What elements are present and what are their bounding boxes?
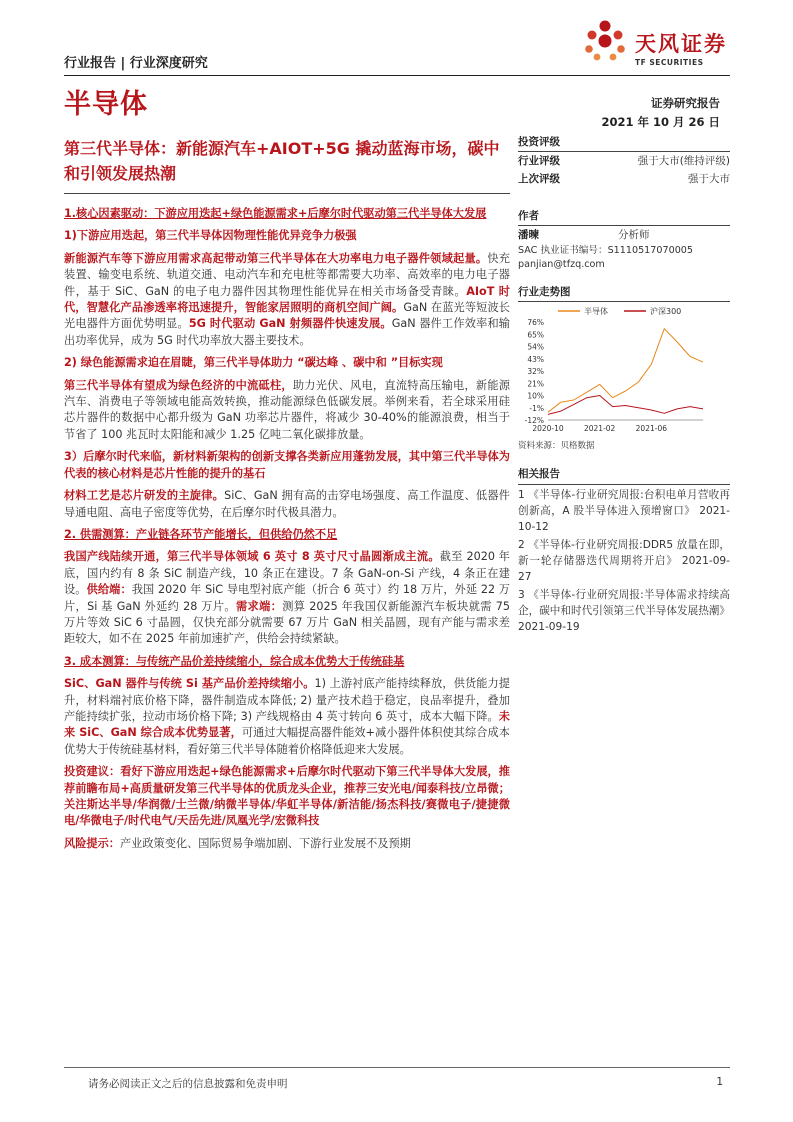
chart-source: 资料来源：贝格数据 [518, 441, 595, 451]
x-tick-label: 2020-10 [532, 424, 564, 433]
risk-warning [64, 836, 510, 852]
paragraph-5 [64, 676, 510, 758]
p4-bold-3: 需求端： [235, 599, 283, 613]
sac-cert: SAC 执业证书编号：S1110517070005 [518, 245, 694, 256]
report-category: 行业报告 | 行业深度研究 [64, 56, 208, 71]
p1-text-1: 快充装置、输变电系统、轨道交通、电动汽车和充电桩等都需要大功率、高效率的电力电子器件，基于 SiC、GaN 的电子电力器件因其物理性能优异在相关市场备受青睐。 [64, 251, 510, 298]
p2-bold: 第三代半导体有望成为绿色经济的中流砥柱， [64, 378, 293, 392]
y-tick-label: -1% [529, 403, 544, 413]
p5-bold-1: SiC、GaN 器件与传统 Si 基产品价差持续缩小。 [64, 677, 315, 691]
logo-name-en: TF SECURITIES [635, 58, 704, 67]
p5-bold-2: 未来 SiC、GaN 综合成本优势显著， [64, 709, 510, 740]
last-rating-value: 强于大市 [688, 173, 730, 185]
paragraph-2 [64, 378, 510, 444]
industry-rating-row [518, 152, 730, 170]
p4-bold-1: 我国产线陆续开通，第三代半导体领域 6 英寸 8 英寸尺寸晶圆渐成主流。 [64, 550, 440, 564]
related-report-item[interactable]: 3 《半导体-行业研究周报:半导体需求持续高企，碳中和时代引领第三代半导体发展热潮》 2021-09-19 [518, 589, 730, 633]
analyst-row [518, 226, 730, 244]
report-title: 第三代半导体：新能源汽车+AIOT+5G 撬动蓝海市场，碳中和引领发展热潮 [64, 139, 500, 183]
y-tick-label: 76% [527, 318, 544, 327]
last-rating-row [518, 170, 730, 188]
report-date: 2021 年 10 月 26 日 [601, 115, 720, 129]
x-tick-label: 2021-02 [583, 424, 616, 433]
sidebar [518, 134, 730, 272]
section-3-heading: 3. 成本测算：与传统产品价差持续缩小，综合成本优势大于传统硅基 [64, 654, 405, 668]
p4-bold-2: 供给端： [86, 583, 132, 597]
analyst-name: 潘暕 [518, 229, 539, 241]
paragraph-1 [64, 251, 510, 349]
industry-rating-label: 行业评级 [518, 155, 560, 167]
related-heading: 相关报告 [518, 466, 730, 485]
p5-text-2: 可通过大幅提高器件能效+减小器件体积使其综合成本优势大于传统硅基材料，看好第三代半导体随着价格降低迎来大发展。 [64, 726, 510, 756]
footer-divider [64, 1067, 730, 1068]
author-heading: 作者 [518, 208, 730, 226]
risk-text: 产业政策变化、国际贸易争端加剧、下游行业发展不及预期 [119, 836, 411, 850]
p4-text-1: 截至 2020 年底，国内约有 8 条 SiC 制造产线，10 条正在建设。7 条 GaN-on-Si 产线，4 条正在建设。 [64, 550, 510, 597]
section-1-2-heading: 2) 绿色能源需求迫在眉睫，第三代半导体助力 “碳达峰 、碳中和 ”目标实现 [64, 356, 443, 370]
p2-text: 助力光伏、风电，直流特高压输电，新能源汽车、消费电子等领域电能高效转换，推动能源绿色低碳发展。举例来看，若全球采用硅芯片器件的数据中心都升级为 GaN 功率芯片器件，将减少 30-40%的能源浪费，相当于节省了 100 兆瓦时太阳能和减少 1.25 亿吨二氧化碳排放量。 [64, 378, 510, 441]
paragraph-3 [64, 488, 510, 521]
company-logo [583, 18, 733, 68]
related-report-item[interactable]: 2 《半导体-行业研究周报:DDR5 放量在即，新一轮存储器迭代周期将开启》 2021-09-27 [518, 539, 730, 583]
main-body [64, 206, 510, 858]
industry-subject: 半导体 [64, 89, 148, 120]
series-line-1 [548, 396, 703, 415]
section-2-heading: 2. 供需测算：产业链各环节产能增长，但供给仍然不足 [64, 527, 338, 541]
tf-logo-icon [583, 18, 627, 64]
section-1-1-heading: 1)下游应用迭起，第三代半导体因物理性能优异竞争力极强 [64, 229, 357, 243]
title-divider [64, 193, 510, 194]
p3-text: SiC、GaN 拥有高的击穿电场强度、高工作温度、低器件导通电阻、高电子密度等优势，在后摩尔时代极具潜力。 [64, 489, 510, 519]
footer-disclaimer: 请务必阅读正文之后的信息披露和免责申明 [88, 1078, 288, 1090]
y-tick-label: 65% [527, 330, 544, 340]
p5-text-1: 1) 上游衬底产能持续释放，供货能力提升，材料端衬底价格下降，器件制造成本降低; 2) 量产技术趋于稳定，良品率提升，叠加产能持续扩张，拉动市场价格下降; 3) 产线规格由 4 英寸转向 6 英寸，成本大幅下降。 [64, 677, 510, 723]
section-1-heading: 1.核心因素驱动：下游应用迭起+绿色能源需求+后摩尔时代驱动第三代半导体大发展 [64, 207, 487, 220]
x-tick-label: 2021-06 [635, 424, 668, 433]
industry-trend-chart [518, 284, 730, 452]
logo-name-cn: 天风证券 [635, 32, 727, 56]
related-report-item[interactable]: 1 《半导体-行业研究周报:台积电单月营收再创新高，A 股半导体进入预增窗口》 2021-10-12 [518, 489, 730, 533]
paragraph-4 [64, 549, 510, 647]
series-line-0 [548, 329, 703, 413]
y-tick-label: 32% [527, 367, 544, 376]
y-tick-label: -12% [524, 416, 544, 425]
p1-bold-3: 5G 时代驱动 GaN 射频器件快速发展。 [188, 317, 392, 331]
industry-rating-value: 强于大市(维持评级) [637, 155, 730, 167]
related-reports [518, 466, 730, 635]
p3-bold: 材料工艺是芯片研发的主旋律。 [64, 489, 225, 503]
trend-chart-svg [518, 302, 730, 452]
page-number: 1 [716, 1076, 723, 1088]
investment-advice: 投资建议：看好下游应用迭起+绿色能源需求+后摩尔时代驱动下第三代半导体大发展，推荐前瞻布局+高质量研发第三代半导体的优质龙头企业，推荐三安光电/闻泰科技/立昂微；关注斯达半导/华润微/士兰微/纳微半导体/华虹半导体/新洁能/扬杰科技/赛微电子/捷捷微电/华微电子/时代电气/天岳先进/凤凰光学/宏微科技 [64, 765, 510, 828]
last-rating-label: 上次评级 [518, 173, 560, 185]
p4-text-2: 我国 2020 年 SiC 导电型衬底产能（折合 6 英寸）约 18 万片，外延 22 万片，Si 基 GaN 外延约 28 万片。 [64, 583, 510, 613]
analyst-title: 分析师 [618, 229, 650, 241]
p1-bold-2: AIoT 时代，智慧化产品渗透率将迅速提升，智能家居照明的商机空间广阔。 [64, 284, 510, 315]
y-tick-label: 43% [527, 354, 544, 364]
header-divider [64, 75, 730, 76]
section-1-3-heading: 3）后摩尔时代来临，新材料新架构的创新支撑各类新应用蓬勃发展，其中第三代半导体为代表的核心材料是芯片性能的提升的基石 [64, 450, 510, 480]
y-tick-label: 21% [527, 379, 544, 389]
p1-text-2: GaN 在蓝光等短波长光电器件方面优势明显。 [64, 301, 510, 331]
p1-text-3: GaN 器件工作效率和输出功率优异，成为 5G 时代功率放大器主要技术。 [64, 317, 510, 347]
p1-bold-1: 新能源汽车等下游应用需求高起带动第三代半导体在大功率电力电子器件领域起量。 [64, 251, 488, 265]
y-tick-label: 54% [527, 342, 544, 352]
report-type: 证券研究报告 [651, 96, 720, 110]
risk-label: 风险提示： [64, 836, 120, 850]
p4-text-3: 测算 2025 年我国仅新能源汽车板块就需 75 万片等效 SiC 6 寸晶圆，仅快充部分就需要 67 万片 GaN 相关晶圆，现有产能与需求差距较大，如不在 2025 年前加速扩产，供给会持续紧缺。 [64, 599, 510, 646]
legend-label: 半导体 [584, 307, 608, 316]
legend-label: 沪深300 [650, 307, 682, 316]
analyst-email[interactable]: panjian@tfzq.com [518, 259, 605, 270]
chart-heading: 行业走势图 [518, 284, 730, 302]
rating-heading: 投资评级 [518, 134, 730, 152]
y-tick-label: 10% [527, 391, 544, 401]
